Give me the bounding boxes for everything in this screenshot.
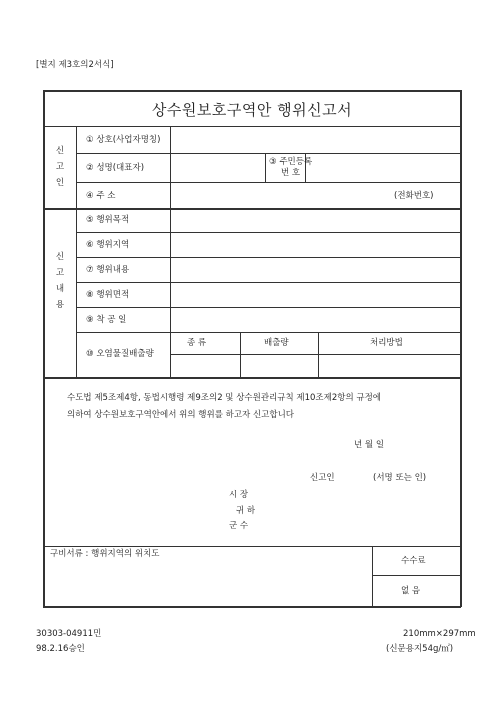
declaration-date: 년 월 일 (354, 440, 385, 450)
form-title: 상수원보호구역안 행위신고서 (151, 101, 353, 119)
address-label: ④ 주 소 (86, 191, 116, 201)
purpose-label: ⑤ 행위목적 (86, 215, 130, 225)
approval-date: 98.2.16승인 (36, 644, 85, 654)
name-label: ② 성명(대표자) (86, 163, 145, 173)
size-label: ⑧ 행위면적 (86, 290, 130, 300)
paper-size: 210mm×297mm (403, 629, 476, 639)
company-label: ① 상호(사업자명칭) (86, 135, 161, 145)
recipient-mayor: 시 장 (229, 490, 249, 500)
applicant-section-label: 신고인 (55, 146, 65, 188)
recipient-honorific: 귀 하 (236, 506, 256, 516)
detail-label: ⑦ 행위내용 (86, 265, 130, 275)
applicant-sign-label: 신고인 (310, 473, 335, 483)
declaration-line-2: 의하여 상수원보호구역안에서 위의 행위를 하고자 신고합니다 (67, 410, 294, 420)
resident-no-label-2: 번 호 (281, 168, 301, 178)
phone-label: (전화번호) (394, 191, 434, 201)
pollutant-kind-header: 종 류 (187, 338, 207, 348)
fee-label: 수수료 (401, 556, 426, 566)
start-date-label: ⑨ 착 공 일 (86, 315, 127, 325)
pollutant-label: ⑩ 오염물질배출량 (86, 349, 154, 359)
form-number: [별지 제3호의2서식] (36, 60, 114, 70)
resident-no-label: ③ 주민등록 (269, 157, 313, 167)
recipient-county: 군 수 (229, 521, 249, 531)
pollutant-amount-header: 배출량 (264, 338, 289, 348)
area-location-label: ⑥ 행위지역 (86, 240, 130, 250)
declaration-line-1: 수도법 제5조제4항, 동법시행령 제9조의2 및 상수원관리규칙 제10조제2항의 규정에 (67, 393, 382, 403)
form-code: 30303-04911민 (36, 629, 102, 639)
signature-note: (서명 또는 인) (373, 473, 427, 483)
pollutant-method-header: 처리방법 (370, 338, 403, 348)
fee-value: 없 음 (401, 586, 421, 596)
attachments-text: 구비서류 : 행위지역의 위치도 (50, 549, 160, 559)
paper-type: (신문용지54g/㎡) (386, 644, 454, 654)
content-section-label: 신고내용 (55, 252, 65, 310)
